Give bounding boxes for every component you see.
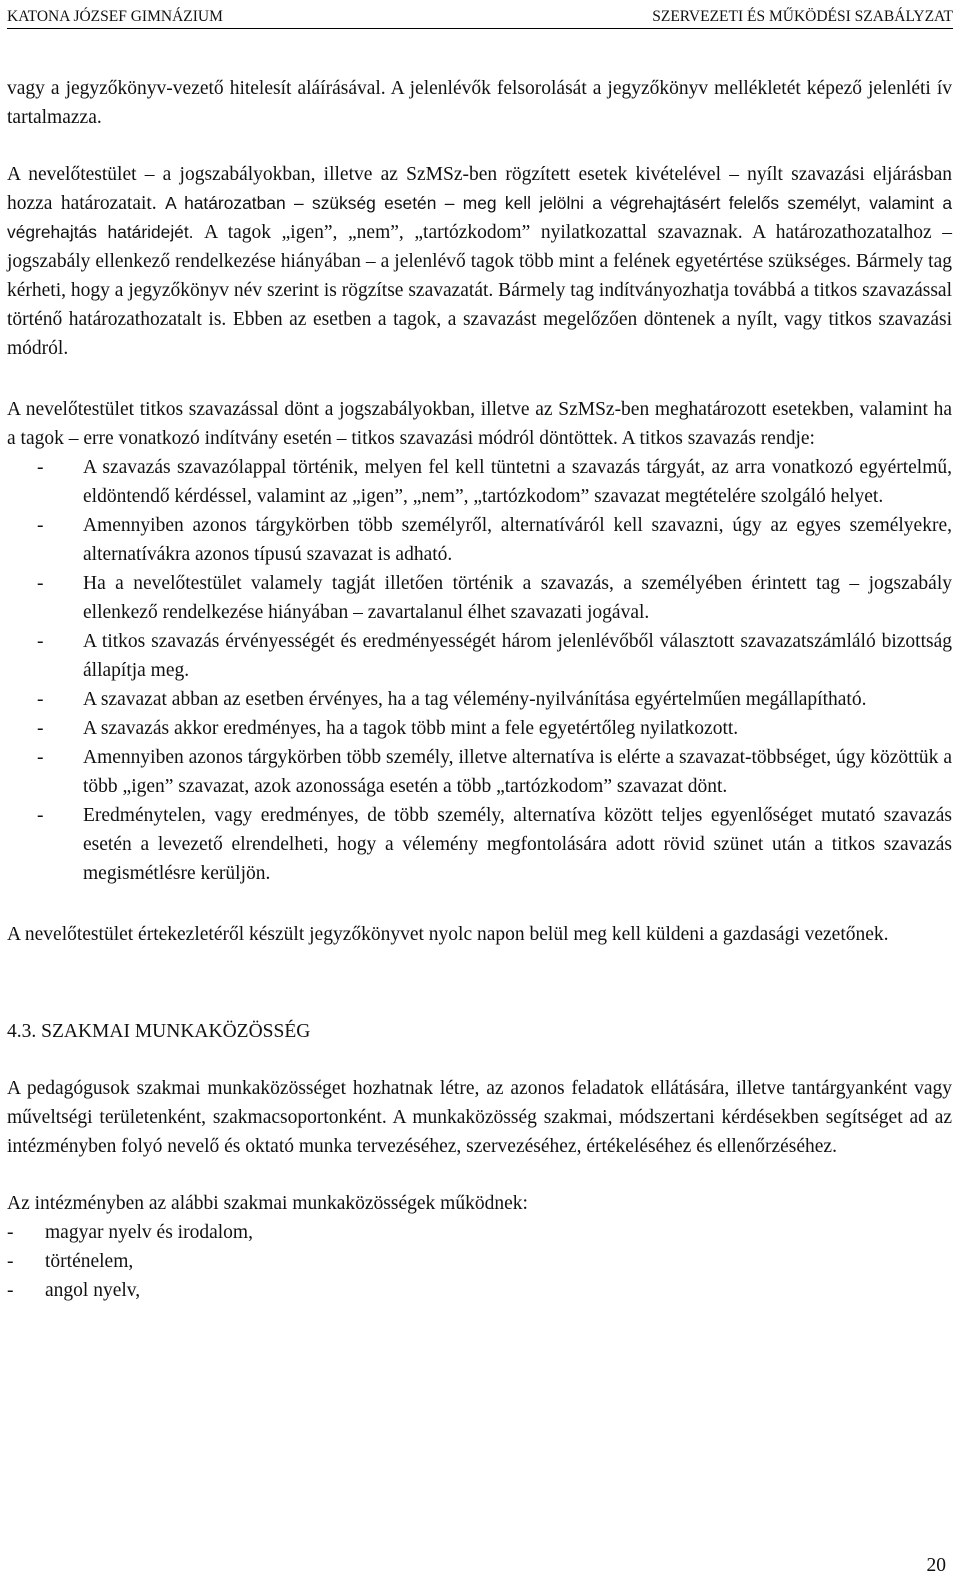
list-item: - angol nyelv, bbox=[7, 1280, 141, 1301]
secret-vote-rules-list bbox=[7, 453, 952, 888]
header-document-title: SZERVEZETI ÉS MŰKÖDÉSI SZABÁLYZAT bbox=[652, 8, 953, 25]
list-item: - A szavazat abban az esetben érvényes, ha a tag vélemény-nyilvánítása egyértelműen megállapítható. bbox=[37, 689, 867, 710]
page-number: 20 bbox=[926, 1555, 946, 1576]
list-item: - Amennyiben azonos tárgykörben több személyről, alternatíváról kell szavazni, úgy az egyes személyekre, alternatívákra azonos típusú szavazat is adható. bbox=[37, 515, 952, 565]
document-body bbox=[7, 74, 952, 1305]
header-school-name: KATONA JÓZSEF GIMNÁZIUM bbox=[7, 8, 223, 25]
list-item: - Ha a nevelőtestület valamely tagját illetően történik a szavazás, a személyében érintett tag – jogszabály ellenkező rendelkezése hiányában – zavartalanul élhet szavazati jogával. bbox=[37, 573, 952, 623]
list-item: - magyar nyelv és irodalom, bbox=[7, 1222, 253, 1243]
paragraph-minutes-delivery: A nevelőtestület értekezletéről készült jegyzőkönyvet nyolc napon belül meg kell küldeni a gazdasági vezetőnek. bbox=[7, 924, 889, 945]
paragraph-professional-community: A pedagógusok szakmai munkaközösséget hozhatnak létre, az azonos feladatok ellátására, illetve tantárgyanként vagy műveltségi területenként, szakmacsoportonként. A munkaközösség szakmai, módszertani kérdésekben segítséget ad az intézményben folyó nevelő és oktató munka tervezéséhez, szervezéséhez, értékeléséhez és ellenőrzéséhez. bbox=[7, 1078, 952, 1157]
paragraph-open-voting bbox=[7, 160, 952, 363]
paragraph-communities-intro: Az intézményben az alábbi szakmai munkaközösségek működnek: bbox=[7, 1193, 528, 1214]
list-item: - A szavazás akkor eredményes, ha a tagok több mint a fele egyetértőleg nyilatkozott. bbox=[37, 718, 739, 739]
paragraph-open-voting-part3: A tagok „igen”, „nem”, „tartózkodom” nyilatkozattal szavaznak. A határozathozatalhoz – jogszabály ellenkező rendelkezése hiányában – a jelenlévő tagok több mint a felének egyetértése szükséges. bbox=[7, 222, 952, 272]
communities-list bbox=[7, 1218, 952, 1305]
section-title: 4.3. SZAKMAI MUNKAKÖZÖSSÉG bbox=[7, 1021, 311, 1042]
paragraph-open-voting-part1: A nevelőtestület – a jogszabályokban, illetve az SzMSz-ben rögzített esetek kivételével – nyílt szavazási eljárásban hozza határozatait. bbox=[7, 164, 952, 214]
page-header bbox=[7, 4, 953, 29]
paragraph-open-voting-part2: A határozatban – szükség esetén – meg kell jelölni a végrehajtásért felelős személyt, valamint a végrehajtás határidejét. bbox=[7, 193, 953, 242]
paragraph-open-voting-part5: Ebben az esetben a tagok, a szavazást megelőzően döntenek a nyílt, vagy titkos szavazási módról. bbox=[7, 309, 952, 359]
list-item: - Amennyiben azonos tárgykörben több személy, illetve alternatíva is elérte a szavazat-többséget, úgy közöttük a több „igen” szavazat, azok azonossága esetén a több „tartózkodom” szavazat dönt. bbox=[37, 747, 952, 797]
paragraph-open-voting-part4: Bármely tag kérheti, hogy a jegyzőkönyv név szerint is rögzítse szavazatát. Bármely tag indítványozhatja továbbá a titkos szavazással történő határozathozatalt is. bbox=[7, 251, 953, 330]
paragraph-secret-voting: A nevelőtestület titkos szavazással dönt a jogszabályokban, illetve az SzMSz-ben meghatározott esetekben, valamint ha a tagok – erre vonatkozó indítvány esetén – titkos szavazási módról döntöttek. A titkos szavazás rendje: bbox=[7, 399, 952, 449]
list-item: - A szavazás szavazólappal történik, melyen fel kell tüntetni a szavazás tárgyát, az arra vonatkozó egyértelmű, eldöntendő kérdéssel, valamint az „igen”, „nem”, „tartózkodom” szavazat megtételére szolgáló helyet. bbox=[37, 457, 952, 507]
list-item: - A titkos szavazás érvényességét és eredményességét három jelenlévőből választott szavazatszámláló bizottság állapítja meg. bbox=[37, 631, 952, 681]
paragraph-minutes-signature: vagy a jegyzőkönyv-vezető hitelesít aláírásával. A jelenlévők felsorolását a jegyzőkönyv mellékletét képező jelenléti ív tartalmazza. bbox=[7, 78, 952, 128]
list-item: - Eredménytelen, vagy eredményes, de több személy, alternatíva között teljes egyenlőséget mutató szavazás esetén a levezető elrendelheti, hogy a vélemény megfontolására adott rövid szünet után a titkos szavazás megismétlésre kerüljön. bbox=[37, 805, 952, 884]
list-item: - történelem, bbox=[7, 1251, 134, 1272]
